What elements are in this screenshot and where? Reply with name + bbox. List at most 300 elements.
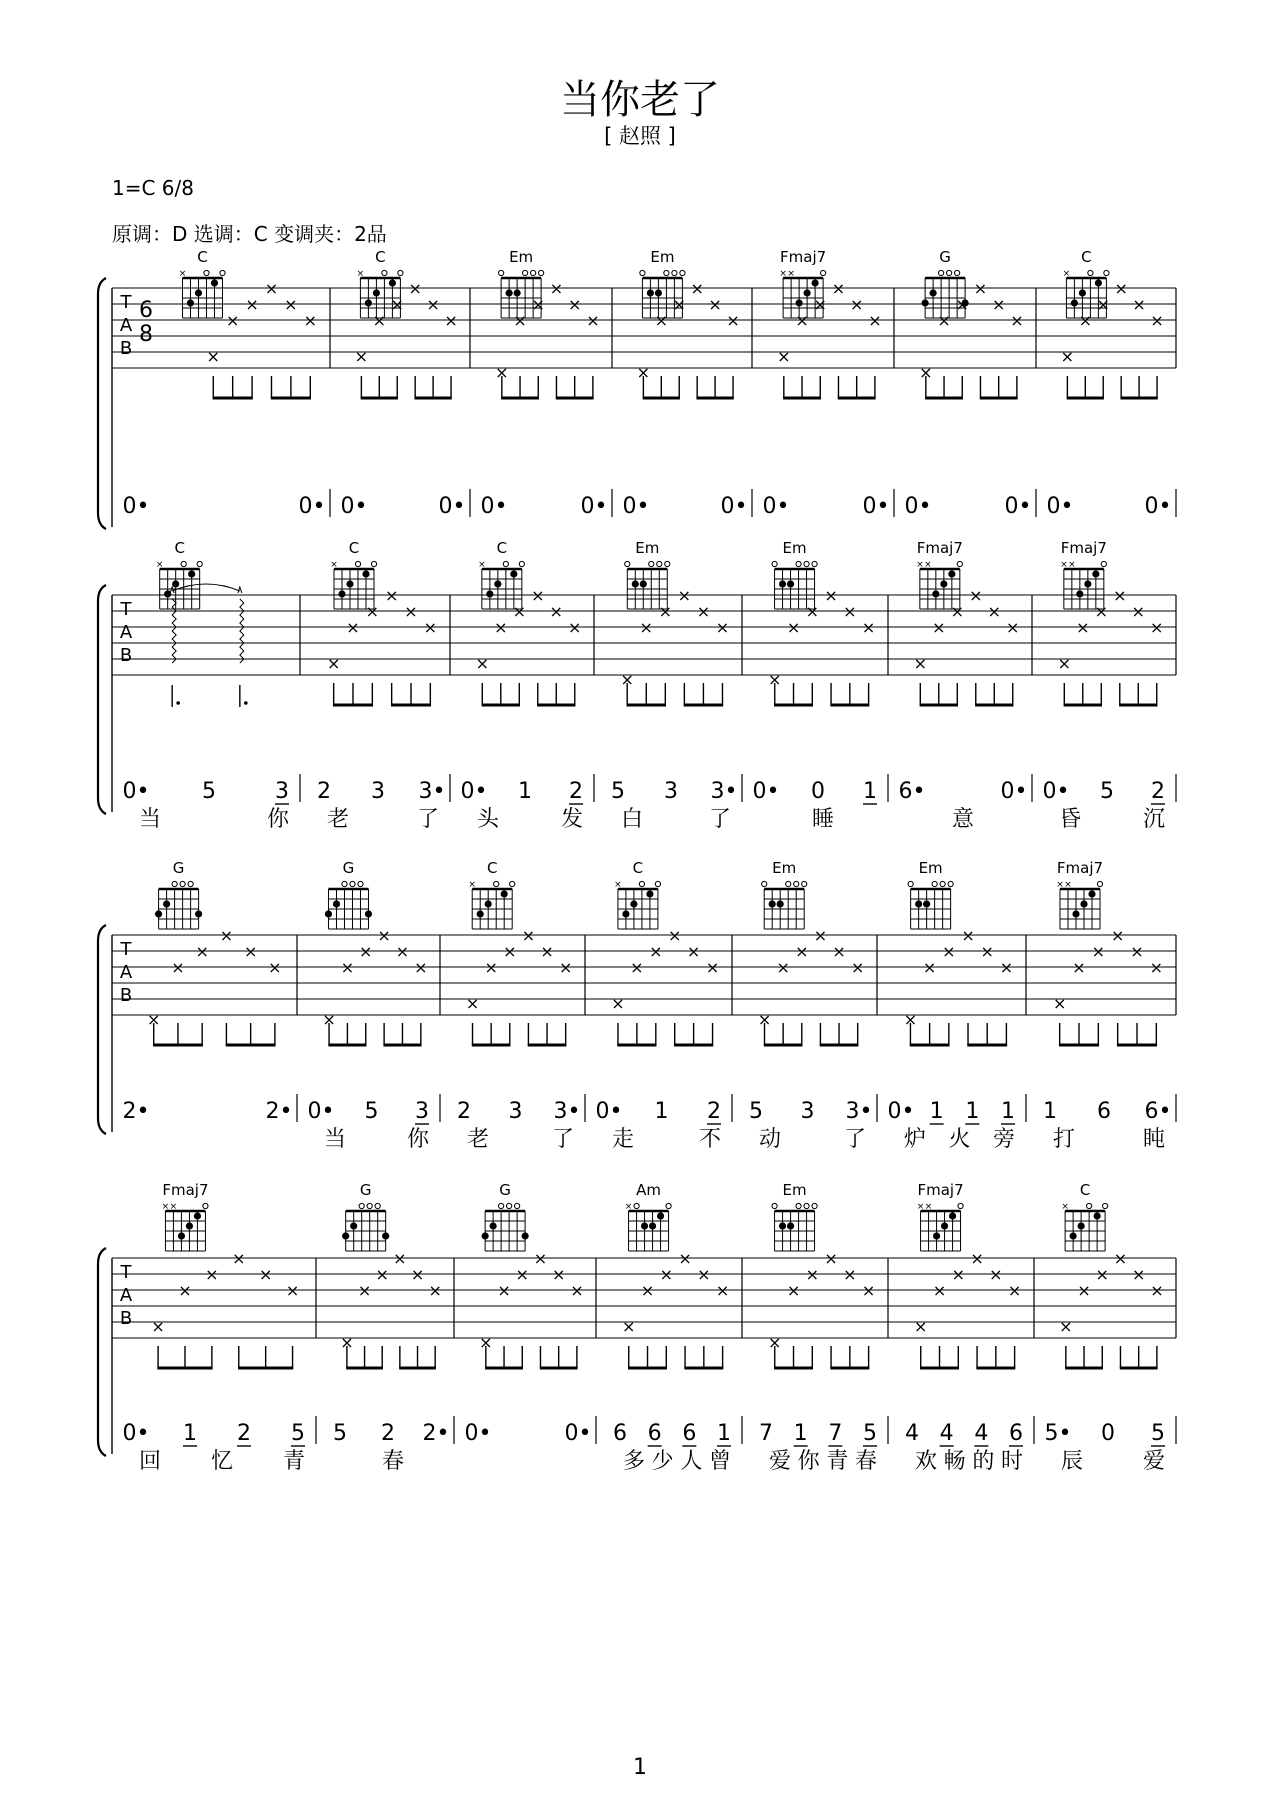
muted-string-icon: × bbox=[916, 560, 924, 570]
measure bbox=[899, 539, 1028, 832]
finger-dot bbox=[522, 1232, 529, 1239]
tab-note: × bbox=[346, 618, 360, 637]
jianpu-note: 3 bbox=[415, 1099, 429, 1124]
jianpu-note: 1 bbox=[183, 1421, 197, 1446]
tab-note: × bbox=[531, 295, 545, 314]
finger-dot bbox=[930, 289, 937, 296]
lyric-char: 辰 bbox=[1060, 1449, 1084, 1474]
tab-note: × bbox=[377, 926, 391, 945]
lyric-char: 火 bbox=[948, 1127, 971, 1152]
tab-note: × bbox=[1114, 279, 1128, 298]
score-system bbox=[98, 859, 1176, 1152]
jianpu-note: 5 bbox=[202, 779, 216, 804]
muted-string-icon: × bbox=[330, 560, 338, 570]
jianpu-note: 5 bbox=[863, 1421, 877, 1446]
jianpu-note: 0• bbox=[580, 494, 608, 519]
finger-dot bbox=[490, 1222, 497, 1229]
tab-note: × bbox=[768, 670, 782, 689]
lyric-char: 青 bbox=[826, 1449, 849, 1474]
tab-note: × bbox=[1007, 1281, 1022, 1300]
open-string-icon bbox=[1101, 561, 1106, 566]
muted-string-icon: × bbox=[1056, 880, 1064, 890]
chord-diagram bbox=[162, 1181, 209, 1251]
open-string-icon bbox=[639, 881, 644, 886]
chord-name: C bbox=[197, 248, 208, 266]
open-string-icon bbox=[655, 881, 660, 886]
jianpu-note: 2 bbox=[381, 1421, 395, 1446]
lyric-char: 睡 bbox=[811, 807, 835, 832]
finger-dot bbox=[342, 1232, 349, 1239]
open-string-icon bbox=[940, 881, 945, 886]
open-string-icon bbox=[531, 270, 536, 275]
chord-name: C bbox=[348, 539, 360, 557]
tab-note: × bbox=[408, 279, 422, 298]
tab-clef-letter: T bbox=[120, 1262, 132, 1283]
jianpu-note: 1 bbox=[929, 1099, 944, 1124]
open-string-icon bbox=[772, 561, 777, 566]
open-string-icon bbox=[634, 1203, 639, 1208]
open-string-icon bbox=[367, 1203, 372, 1208]
finger-dot bbox=[657, 1212, 664, 1219]
lyric-char: 你 bbox=[406, 1127, 430, 1152]
tab-note: × bbox=[147, 1010, 161, 1029]
tab-note: × bbox=[390, 295, 404, 314]
open-string-icon bbox=[539, 270, 544, 275]
chord-name: G bbox=[342, 859, 355, 877]
finger-dot bbox=[1070, 1232, 1077, 1239]
finger-dot bbox=[485, 900, 492, 907]
jianpu-note: 1 bbox=[518, 779, 532, 804]
jianpu-note: 0• bbox=[1000, 779, 1028, 804]
jianpu-note: 1 bbox=[1001, 1099, 1015, 1124]
lyric-char: 你 bbox=[797, 1449, 820, 1474]
open-string-icon bbox=[220, 270, 225, 275]
finger-dot bbox=[787, 580, 794, 587]
measure bbox=[333, 1181, 449, 1474]
open-string-icon bbox=[188, 881, 193, 886]
chord-name: Em bbox=[650, 248, 675, 266]
chord-name: Em bbox=[635, 539, 660, 557]
tab-note: × bbox=[991, 295, 1006, 314]
open-string-icon bbox=[939, 270, 944, 275]
measure bbox=[596, 859, 722, 1152]
tab-note: × bbox=[937, 311, 951, 330]
tab-note: × bbox=[521, 926, 536, 945]
open-string-icon bbox=[908, 881, 913, 886]
open-string-icon bbox=[772, 1203, 777, 1208]
tab-note: × bbox=[1072, 958, 1086, 977]
artist-name: [ 赵照 ] bbox=[604, 124, 676, 148]
jianpu-note: 0• bbox=[762, 494, 790, 519]
open-string-icon bbox=[371, 561, 376, 566]
finger-dot bbox=[777, 900, 784, 907]
tab-clef-letter: B bbox=[119, 645, 133, 666]
tab-note: × bbox=[622, 1317, 636, 1336]
jianpu-note: 3• bbox=[710, 779, 738, 804]
measure bbox=[1043, 539, 1166, 832]
open-string-icon bbox=[821, 270, 826, 275]
jianpu-note: 7 bbox=[759, 1421, 773, 1446]
tab-note: × bbox=[639, 618, 653, 637]
lyric-char: 畅 bbox=[943, 1449, 966, 1474]
finger-dot bbox=[1079, 289, 1086, 296]
open-string-icon bbox=[359, 1203, 364, 1208]
jianpu-note: 0• bbox=[564, 1421, 592, 1446]
measure bbox=[308, 859, 430, 1152]
lyric-char: 春 bbox=[854, 1449, 878, 1474]
tab-clef-letter: T bbox=[120, 292, 132, 313]
finger-dot bbox=[188, 570, 195, 577]
open-string-icon bbox=[762, 881, 767, 886]
open-string-icon bbox=[666, 1203, 671, 1208]
finger-dot bbox=[796, 299, 803, 306]
open-string-icon bbox=[802, 881, 807, 886]
chord-name: G bbox=[359, 1181, 372, 1199]
open-string-icon bbox=[640, 270, 645, 275]
finger-dot bbox=[622, 910, 629, 917]
finger-dot bbox=[333, 900, 340, 907]
tab-note: × bbox=[393, 1249, 407, 1268]
tab-note: × bbox=[1057, 654, 1071, 673]
jianpu-note: 3• bbox=[845, 1099, 873, 1124]
jianpu-note: 0• bbox=[340, 494, 368, 519]
chord-name: Em bbox=[509, 248, 534, 266]
lyric-char: 多 bbox=[622, 1449, 646, 1474]
finger-dot bbox=[779, 580, 786, 587]
jianpu-note: 5 bbox=[611, 779, 625, 804]
jianpu-note: 5• bbox=[1044, 1421, 1072, 1446]
time-signature-bottom: 8 bbox=[139, 322, 153, 347]
tab-note: × bbox=[1149, 958, 1164, 977]
tab-note: × bbox=[1052, 994, 1067, 1013]
finger-dot bbox=[186, 1222, 193, 1229]
lyric-char: 了 bbox=[843, 1127, 867, 1152]
open-string-icon bbox=[180, 881, 185, 886]
tab-note: × bbox=[340, 1333, 354, 1352]
tab-note: × bbox=[1132, 295, 1146, 314]
open-string-icon bbox=[665, 561, 670, 566]
tab-note: × bbox=[515, 1265, 529, 1284]
tab-note: × bbox=[426, 295, 440, 314]
finger-dot bbox=[346, 580, 353, 587]
jianpu-note: 5 bbox=[1100, 779, 1114, 804]
finger-dot bbox=[1084, 580, 1091, 587]
open-string-icon bbox=[1103, 1203, 1108, 1208]
chord-diagram bbox=[468, 859, 514, 929]
tab-note: × bbox=[955, 295, 969, 314]
open-string-icon bbox=[515, 1203, 520, 1208]
muted-string-icon: × bbox=[178, 269, 187, 279]
tab-note: × bbox=[219, 926, 234, 945]
muted-string-icon: × bbox=[1060, 560, 1068, 570]
finger-dot bbox=[350, 1222, 357, 1229]
jianpu-note: 1 bbox=[863, 779, 877, 804]
chord-name: Fmaj7 bbox=[780, 248, 827, 266]
measure bbox=[759, 1181, 877, 1474]
open-string-icon bbox=[672, 270, 677, 275]
tab-note: × bbox=[258, 1265, 273, 1284]
measure bbox=[1043, 859, 1171, 1152]
measure bbox=[763, 248, 890, 519]
finger-dot bbox=[1092, 570, 1099, 577]
tab-note: × bbox=[586, 311, 600, 330]
tab-note: × bbox=[1150, 618, 1164, 637]
tab-note: × bbox=[980, 942, 994, 961]
chord-diagram bbox=[625, 539, 670, 609]
jianpu-note: 5 bbox=[333, 1421, 347, 1446]
chord-diagram bbox=[1061, 1181, 1107, 1251]
open-string-icon bbox=[649, 561, 654, 566]
tab-note: × bbox=[531, 586, 545, 605]
finger-dot bbox=[1095, 279, 1102, 286]
tab-note: × bbox=[245, 295, 259, 314]
finger-dot bbox=[655, 289, 662, 296]
jianpu-note: 2 bbox=[707, 1099, 721, 1124]
jianpu-note: 3 bbox=[508, 1099, 523, 1124]
tab-clef-letter: T bbox=[120, 939, 132, 960]
song-title: 当你老了 bbox=[560, 77, 720, 123]
tab-note: × bbox=[567, 295, 582, 314]
tab-clef-letter: A bbox=[119, 315, 133, 336]
jianpu-note: 6• bbox=[898, 779, 926, 804]
chord-diagram bbox=[1060, 539, 1107, 609]
lyric-char: 走 bbox=[611, 1127, 635, 1152]
open-string-icon bbox=[932, 881, 937, 886]
finger-dot bbox=[949, 1212, 956, 1219]
tab-note: × bbox=[428, 1281, 442, 1300]
tab-note: × bbox=[843, 1265, 857, 1284]
lyric-char: 当 bbox=[323, 1127, 347, 1152]
tab-note: × bbox=[497, 1281, 511, 1300]
finger-dot bbox=[362, 570, 369, 577]
tab-note: × bbox=[365, 602, 380, 621]
open-string-icon bbox=[197, 561, 202, 566]
tab-note: × bbox=[326, 654, 341, 673]
tab-note: × bbox=[861, 1281, 876, 1300]
jianpu-note: 0• bbox=[904, 494, 932, 519]
open-string-icon bbox=[342, 881, 347, 886]
open-string-icon bbox=[519, 561, 524, 566]
tab-note: × bbox=[620, 670, 634, 689]
tab-note: × bbox=[1150, 1281, 1164, 1300]
chord-diagram bbox=[325, 859, 372, 929]
open-string-icon bbox=[804, 1203, 809, 1208]
tab-clef-letter: T bbox=[120, 599, 132, 620]
chord-name: C bbox=[496, 539, 508, 557]
tab-note: × bbox=[1095, 1265, 1109, 1284]
jianpu-note: 0• bbox=[298, 494, 326, 519]
chord-diagram bbox=[342, 1181, 389, 1251]
finger-dot bbox=[382, 1232, 389, 1239]
tab-note: × bbox=[914, 1317, 928, 1336]
finger-dot bbox=[632, 580, 639, 587]
measure bbox=[317, 539, 445, 832]
tab-note: × bbox=[225, 311, 240, 330]
tie-mark bbox=[172, 584, 240, 591]
open-string-icon bbox=[796, 1203, 801, 1208]
jianpu-note: 0• bbox=[1144, 494, 1172, 519]
lyric-char: 曾 bbox=[708, 1449, 732, 1474]
open-string-icon bbox=[355, 561, 360, 566]
tab-note: × bbox=[942, 942, 956, 961]
tab-note: × bbox=[922, 958, 937, 977]
tab-note: × bbox=[786, 1281, 801, 1300]
lyric-char: 不 bbox=[698, 1127, 722, 1152]
chord-name: C bbox=[1081, 248, 1092, 266]
open-string-icon bbox=[203, 1203, 208, 1208]
tab-note: × bbox=[570, 1281, 584, 1300]
chord-diagram bbox=[330, 539, 376, 609]
jianpu-note: 0• bbox=[122, 779, 150, 804]
lyric-char: 白 bbox=[620, 807, 644, 832]
tab-note: × bbox=[805, 602, 819, 621]
chord-name: Am bbox=[636, 1181, 661, 1199]
open-string-icon bbox=[503, 561, 508, 566]
open-string-icon bbox=[786, 881, 791, 886]
finger-dot bbox=[477, 910, 484, 917]
open-string-icon bbox=[657, 561, 662, 566]
tab-note: × bbox=[1077, 1281, 1091, 1300]
finger-dot bbox=[1072, 910, 1079, 917]
tab-note: × bbox=[414, 958, 428, 977]
chord-diagram bbox=[916, 539, 963, 609]
finger-dot bbox=[373, 289, 380, 296]
jianpu-note: 0 bbox=[1101, 1421, 1115, 1446]
muted-string-icon: × bbox=[779, 269, 787, 279]
open-string-icon bbox=[948, 881, 953, 886]
tab-note: × bbox=[484, 958, 498, 977]
score-system bbox=[98, 539, 1176, 832]
tab-note: × bbox=[384, 586, 399, 605]
muted-string-icon: × bbox=[924, 560, 932, 570]
lyric-char: 意 bbox=[951, 807, 975, 832]
tab-note: × bbox=[1131, 602, 1145, 621]
open-string-icon bbox=[181, 561, 186, 566]
tab-note: × bbox=[843, 602, 857, 621]
finger-dot bbox=[630, 900, 637, 907]
open-string-icon bbox=[499, 1203, 504, 1208]
arpeggio-mark bbox=[240, 599, 244, 663]
tab-note: × bbox=[824, 1249, 838, 1268]
chord-diagram bbox=[625, 1181, 671, 1251]
tab-note: × bbox=[658, 602, 673, 621]
tab-note: × bbox=[1113, 586, 1127, 605]
lyric-char: 少 bbox=[651, 1449, 674, 1474]
muted-string-icon: × bbox=[468, 880, 476, 890]
lyric-char: 昏 bbox=[1058, 807, 1082, 832]
chord-diagram bbox=[478, 539, 524, 609]
finger-dot bbox=[187, 299, 194, 306]
lyric-char: 时 bbox=[1000, 1449, 1024, 1474]
open-string-icon bbox=[1087, 1203, 1092, 1208]
lyric-char: 了 bbox=[708, 807, 732, 832]
tab-note: × bbox=[322, 1010, 336, 1029]
jianpu-note: 1 bbox=[793, 1421, 808, 1446]
measure bbox=[753, 539, 877, 832]
tab-note: × bbox=[205, 1265, 219, 1284]
measure bbox=[123, 1181, 306, 1474]
finger-dot bbox=[933, 1232, 940, 1239]
open-string-icon bbox=[664, 270, 669, 275]
tab-note: × bbox=[285, 1281, 300, 1300]
finger-dot bbox=[1078, 1222, 1085, 1229]
tab-note: × bbox=[1091, 942, 1106, 961]
system-brace bbox=[98, 278, 106, 529]
tab-note: × bbox=[824, 586, 838, 605]
finger-dot bbox=[646, 890, 653, 897]
tab-note: × bbox=[354, 347, 369, 366]
tab-note: × bbox=[696, 602, 711, 621]
tab-note: × bbox=[708, 295, 722, 314]
lyric-char: 当 bbox=[138, 807, 162, 832]
tab-clef-letter: A bbox=[119, 962, 133, 983]
chord-name: Em bbox=[918, 859, 943, 877]
measure bbox=[613, 1181, 731, 1474]
tab-note: × bbox=[404, 602, 418, 621]
tab-note: × bbox=[1150, 311, 1164, 330]
open-string-icon bbox=[958, 1203, 963, 1208]
measure bbox=[123, 539, 290, 832]
tab-note: × bbox=[178, 1281, 192, 1300]
measure bbox=[611, 539, 737, 832]
tab-note: × bbox=[654, 311, 669, 330]
chord-name: Fmaj7 bbox=[916, 539, 963, 557]
system-brace bbox=[98, 1248, 106, 1456]
jianpu-note: 0• bbox=[122, 494, 150, 519]
finger-dot bbox=[812, 279, 819, 286]
finger-dot bbox=[325, 910, 332, 917]
jianpu-note: 0• bbox=[1042, 779, 1070, 804]
tab-note: × bbox=[357, 1281, 372, 1300]
tab-clef-letter: B bbox=[119, 1308, 133, 1329]
measure bbox=[123, 248, 326, 519]
lyric-char: 回 bbox=[138, 1449, 162, 1474]
tab-clef-letter: B bbox=[119, 338, 133, 359]
score-system bbox=[98, 1181, 1176, 1474]
finger-dot bbox=[365, 299, 372, 306]
jianpu-note: 5 bbox=[291, 1421, 305, 1446]
chord-diagram bbox=[155, 859, 202, 929]
tab-note: × bbox=[831, 279, 846, 298]
jianpu-note: 6 bbox=[1097, 1099, 1111, 1124]
lyric-char: 爱 bbox=[1142, 1449, 1166, 1474]
jianpu-note: 5 bbox=[364, 1099, 379, 1124]
muted-string-icon: × bbox=[924, 1202, 933, 1212]
lyric-char: 了 bbox=[416, 807, 440, 832]
lyric-char: 炉 bbox=[903, 1127, 927, 1152]
measure bbox=[341, 248, 466, 519]
key-time-signature: 1=C 6/8 bbox=[112, 176, 194, 200]
lyric-char: 盹 bbox=[1142, 1127, 1166, 1152]
chord-name: G bbox=[499, 1181, 511, 1199]
measure bbox=[905, 248, 1032, 519]
jianpu-note: 5 bbox=[749, 1099, 763, 1124]
tab-note: × bbox=[1110, 926, 1125, 945]
jianpu-note: 0• bbox=[720, 494, 748, 519]
tab-note: × bbox=[372, 311, 387, 330]
finger-dot bbox=[1071, 299, 1078, 306]
lyric-char: 你 bbox=[266, 807, 290, 832]
tab-note: × bbox=[475, 654, 489, 673]
tab-note: × bbox=[479, 1333, 493, 1352]
muted-string-icon: × bbox=[1062, 269, 1071, 279]
dot bbox=[176, 701, 180, 705]
finger-dot bbox=[922, 299, 929, 306]
tab-note: × bbox=[340, 958, 355, 977]
open-string-icon bbox=[350, 881, 355, 886]
chord-name: Fmaj7 bbox=[1056, 859, 1104, 877]
tab-note: × bbox=[494, 618, 508, 637]
